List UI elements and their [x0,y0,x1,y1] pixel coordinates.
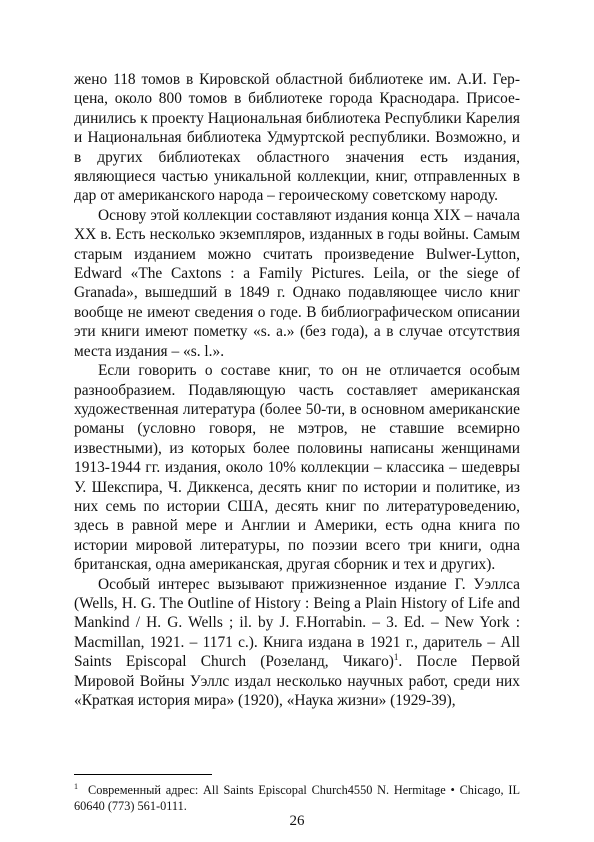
footnote [74,782,520,814]
footnote-text: Современный адрес: All Saints Episcopal Church4550 N. Hermitage • Chicago, IL 60640 (773) 561-0111. [74,783,520,813]
paragraph-1: жено 118 томов в Кировской областной библиотеке им. А.И. Герцена, около 800 томов в библиотеке города Краснодара. Присоединились к проекту Национальная библиотека Республики Карелия и Национальная библиотека Удмуртской республики. Возможно, и в других библиотеках областного значения есть издания, являющиеся частью уникальной коллекции, книг, отправленных в дар от американского народа – героическому советскому народу. [74,71,520,205]
paragraph-2: Основу этой коллекции составляют издания конца XIX – начала XX в. Есть несколько экземпляров, изданных в годы войны. Самым старым изданием можно считать произведение Bulwer-Lytton, Edward «The Caxtons : a Family Pictures. Leila, or the siege of Granada», вышедший в 1849 г. Однако подавляющее число книг вообще не имеют сведения о годе. В библиографическом описании эти книги имеют пометку «s. a.» (без года), а в случае отсутствия места издания – «s. l.». [74,206,520,360]
main-text [74,70,520,710]
footnote-divider [74,774,212,775]
paragraph-4-text-after: . После Первой Мировой Войны Уэллс издал несколько научных работ, среди них «Краткая история мира» (1920), «Наука жизни» (1929-39), [74,653,520,709]
paragraph-4 [74,575,520,711]
paragraph-4-text-before: Особый интерес вызывают прижизненное издание Г. Уэллса (Wells, H. G. The Outline of History : Being a Plain History of Life and Mankind / H. G. Wells ; il. by J. F.Horrabin. – 3. Ed. – New York : Macmillan, 1921. – 1171 с.). Книга издана в 1921 г., даритель – All Saints Episcopal Church (Розеланд, Чикаго) [74,575,520,671]
page-number: 26 [289,813,305,829]
paragraph-3: Если говорить о составе книг, то он не отличается особым разнообразием. Подавляющую часть составляет американская художественная литература (более 50-ти, в основном американские романы (условно говоря, не мэтров, не ставшие всемирно известными), из которых более половины написаны женщинами 1913-1944 гг. издания, около 10% коллекции – классика – шедевры У. Шекспира, Ч. Диккенса, десять книг по истории и политике, из них семь по истории США, десять книг по литературоведению, здесь в равной мере и Англии и Америки, есть одна книга по истории мировой литературы, по поэзии всего три книги, одна британская, одна американская, другая сборник и тех и других). [74,362,520,574]
footnote-number: 1 [74,782,78,791]
footnote-reference[interactable]: 1 [393,652,399,663]
